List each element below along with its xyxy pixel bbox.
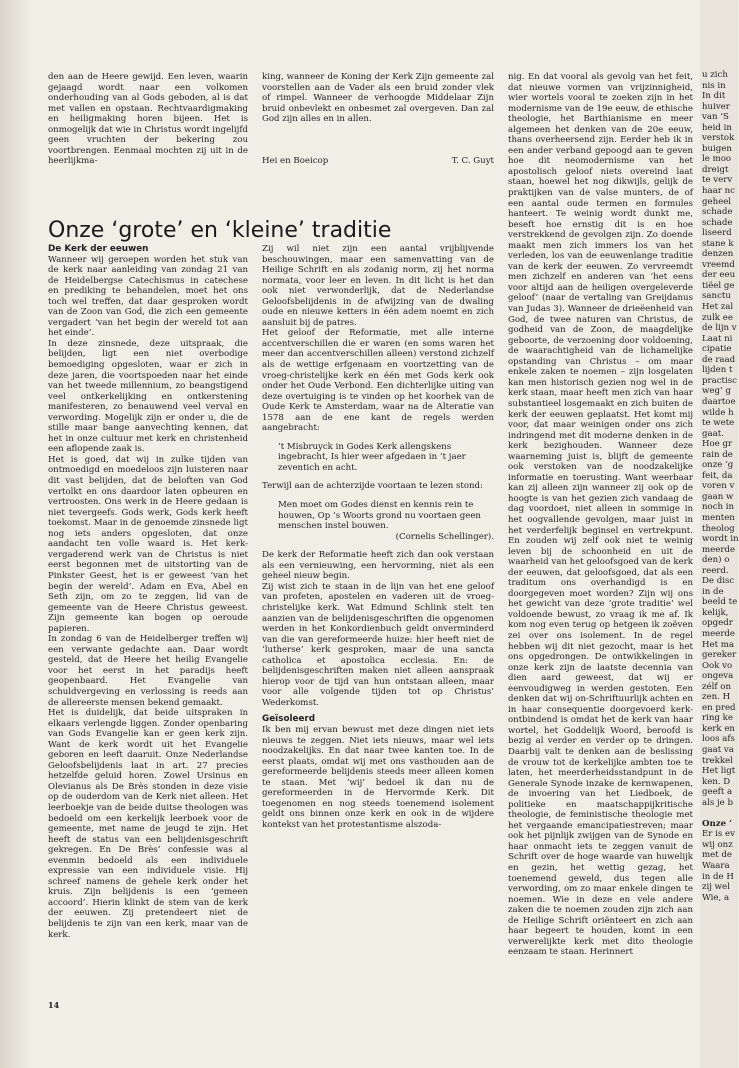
edge-fragment: Laat ni xyxy=(702,333,733,344)
edge-fragment: trekkel xyxy=(702,755,733,766)
edge-fragment: huiver xyxy=(702,101,730,112)
signature-author: T. C. Guyt xyxy=(451,156,494,166)
paragraph: nig. En dat vooral als gevolg van het feit, dat nieuwe vormen van vrijzinnigheid, wier wortels vooral te zoeken zijn in het modernisme van de 19e eeuw, de ethische theologie, het Barthianisme en meer algemeen het denken van de 20e eeuw, thans overheersend zijn. Eerder heb ik in een ander verband gepoogd aan te geven hoe dit neomodernisme van het apostolisch geloof niets overeind laat staan, hoewel het nog dikwijls, gelijk de praktijken van de valse munters, de of een aantal oude termen en formules hanteert. Te weinig wordt dunkt me, beseft hoe ernstig dit is en hoe verstrekkend de gevolgen zijn. Zo doende maakt men zich immers los van het verleden, los van de eeuwenlange traditie van de kerk der eeuwen. Zo vervreemdt men zichzelf en anderen van ‘het eens voor altijd aan de heiligen overgeleverde geloof’ (naar de vertaling van Greijdanus van Judas 3). Wanneer de drieëenheid van God, de twee naturen van Christus, de godheid van de Zoon, de maagdelijke geboorte, de verzoening door voldoening, de waarachtigheid van de lichamelijke opstanding van Christus – om maar enkele zaken te noemen – zijn losgelaten kan men historisch gezien nog wel in de kerk staan, maar heeft men zich van haar substantieel losgemaakt en zich buiten de kerk der eeuwen geplaatst. Het komt mij voor, dat maar weinigen onder ons zich indringend met dit moderne denken in de kerk bezighouden. Wanneer deze waarneming juist is, blijft de gemeente ook verstoken van de noodzakelijke informatie en toerusting. Want weerbaar kan zij alleen zijn wanneer zij ook op de hoogte is van het gezien zich vandaag de dag voordoet, niet alleen in sommige in het oogvallende gevolgen, maar juist in het verderfelijk beginsel en vertrekpunt. En zouden wij zelf ook niet te weinig leven bij de schoonheid en uit de waarheid van het geloofsgoed van de kerk der eeuwen, dat geloofsgoed, dat als een traditum ons overhandigd is en doorgegeven moet worden? Zijn wij ons het gewicht van deze ‘grote traditie’ wel voldoende bewust, zo vraag ik me af. Ik kom nog even terug op hetgeen ik zoëven zei over ons isolement. In de regel hebben wij dit niet gezocht, maar is het ons opgedrongen. De ontwikkelingen in onze kerk zijn de laatste decennia van dien aard geweest, dat wij er eenvoudigweg in werden gestoten. Een denken dat wij on-Schriftuurlijk achten en in haar consequentie doorgevoerd kerk-ontbindend is omdat het de kerk van haar wortel, het Goddelijk Woord, beroofd is bezig al verder en verder op te dringen. Daarbij valt te denken aan de beslissing de vrouw tot de kerkelijke ambten toe te laten, het meerderheidsstandpunt in de Generale Synode inzake de kernwapenen, de invoering van het Liedboek, de politieke en maatschappijkritische theologie, de feministische theologie met het vergaande emancipatiestreven; maar ook het pijnlijk zwijgen van de Synode en haar onmacht iets te zeggen vanuit de Schrift over de hoge waarde van huwelijk en gezin, het wettig gezag, het toenemend geweld, dus tegen alle verwording, om zo maar enkele dingen te noemen. Wie in deze en vele andere zaken die te noemen zouden zijn zich aan de Heilige Schrift oriënteert en zich aan haar begeert te houden, komt in een verwerelijkte kerk met dito theologie eenzaam te staan. Herinnert xyxy=(508,72,693,958)
edge-fragment: denzen xyxy=(702,249,734,260)
paragraph: Zij wist zich te staan in de lijn van het ene geloof van profeten, apostelen en vaderen uit de vroeg-christelijke kerk. Wat Edmund Schlink stelt ten aanzien van de belijdenisgeschriften die opgenomen werden in het Konkordienbuch geldt onverminderd van die van gereformeerde huize: hier heeft niet de ‘lutherse’ kerk gesproken, maar de una sancta catholica et apostolica ecclesia. En: de belijdenisgeschriften maken niet alleen aanspraak hierop voor de tijd van hun ontstaan alleen, maar voor alle volgende tijden tot op Christus’ Wederkomst. xyxy=(262,581,494,708)
edge-fragment: daartoe xyxy=(702,396,736,407)
edge-fragment: zen. H xyxy=(702,692,731,703)
edge-fragment: tiëel ge xyxy=(702,280,735,291)
page-gutter-shadow xyxy=(0,0,30,1068)
edge-fragment: opgedr xyxy=(702,618,733,629)
previous-article-text: den aan de Heere gewijd. Een leven, waarin gejaagd wordt naar een volkomen onderhouding van al Gods geboden, al is dat met vallen en opstaan. Rechtvaardigmaking en heiligmaking horen bijeen. Het is onmogelijk dat wie in Christus wordt ingelijfd geen vruchten der bekering zou voortbrengen. Eenmaal mochten zij uit in de heerlijkma- xyxy=(48,72,249,167)
edge-fragment: rain de xyxy=(702,449,733,460)
edge-fragment: beeld te xyxy=(702,597,738,608)
edge-fragment: In dit xyxy=(702,91,726,102)
edge-fragment: den) o xyxy=(702,555,730,566)
subheading: Geïsoleerd xyxy=(262,714,316,725)
edge-fragment: de raad xyxy=(702,354,736,365)
edge-fragment: feit, da xyxy=(702,470,733,481)
edge-fragment: lijden t xyxy=(702,365,733,376)
edge-fragment: Het ligt xyxy=(702,766,736,777)
previous-article-col2 xyxy=(262,72,494,152)
edge-fragment: Waara xyxy=(702,861,730,872)
edge-fragment: ring ke xyxy=(702,713,733,724)
edge-fragment: reerd. xyxy=(702,565,729,576)
edge-fragment: wordt in xyxy=(702,534,739,545)
edge-fragment: ongeva xyxy=(702,671,734,682)
edge-fragment: Onze ‘ xyxy=(702,818,733,829)
verse-text: Men moet om Godes dienst en kennis rein te houwen, Op ’s Woorts grond nu voortaen geen menschen instel bouwen. xyxy=(278,500,481,532)
edge-fragment: te verv xyxy=(702,175,733,186)
edge-fragment: Het zal xyxy=(702,302,734,313)
paragraph: Het is goed, dat wij in zulke tijden van ontmoedigd en moedeloos zijn luisteren naar dit vast belijden, dat de beloften van God vertolkt en ons daardoor laten opbeuren en vertroosten. Ons werk in de Heere gedaan is niet tevergeefs. Gods werk, Gods kerk heeft toekomst. Maar in de genoemde zinsnede ligt nog iets anders opgesloten, dat onze aandacht ten volle waard is. Het kerk-vergaderend werk van de Christus is niet eerst begonnen met de uitstorting van de Pinkster Geest, het is er geweest ‘van het begin der wereld’. Adam en Eva, Abel en Seth zijn, om zo te zeggen, lid van de gemeente van de Heere Christus geweest. Zijn gemeente kan bogen op oeroude papieren. xyxy=(48,454,248,634)
edge-fragment: kelijk, xyxy=(702,607,729,618)
signature-line xyxy=(262,156,494,166)
edge-fragment: geheel xyxy=(702,196,732,207)
edge-fragment: menten xyxy=(702,512,735,523)
edge-fragment: gaan w xyxy=(702,491,734,502)
edge-fragment: zélf on xyxy=(702,681,731,692)
edge-fragment: de lijn v xyxy=(702,323,737,334)
paragraph: Wanneer wij geroepen worden het stuk van de kerk naar aanleiding van zondag 21 van de Heidelbergse Catechismus in catechese en prediking te behandelen, moet het ons toch wel treffen, dat daar gesproken wordt van de Zoon van God, die zich een gemeente vergadert ‘van het begin der wereld tot aan het einde’. xyxy=(48,254,248,339)
paragraph: Het is duidelijk, dat beide uitspraken in elkaars verlengde liggen. Zonder openbaring van Gods Evangelie kan er geen kerk zijn. Want de kerk wordt uit het Evangelie geboren en leeft daaruit. Onze Nederlandse Geloofsbelijdenis laat in art. 27 precies hetzelfde geluid horen. Zowel Ursinus en Olevianus als De Brès stonden in deze visie op de ouderdom van de Kerk niet alleen. Het leerboekje van de beide duitse theologen was bedoeld om een kerkelijk leerboek voor de gemeente, met name de jeugd te zijn. Het heeft de status van een belijdenisgeschrift gekregen. En De Brès’ confessie was al evenmin bedoeld als een individuele expressie van een individuele visie. Hij schreef namens de gehele kerk onder het kruis. Zijn belijdenis is een ‘gemeen accoord’. Hierin klinkt de stem van de kerk der eeuwen. Zij pretendeert niet de belijdenis te zijn van een kerk, maar van de kerk. xyxy=(48,708,248,940)
edge-fragment: theolog xyxy=(702,523,735,534)
edge-fragment xyxy=(702,808,738,819)
edge-fragment: Ook vo xyxy=(702,660,733,671)
edge-fragment: nis in xyxy=(702,80,726,91)
edge-fragment: sanctu xyxy=(702,291,731,302)
edge-fragment: onze ‘g xyxy=(702,460,734,471)
edge-fragment: Hoe gr xyxy=(702,439,733,450)
edge-fragment: te wete xyxy=(702,418,735,429)
edge-fragment: noch in xyxy=(702,502,735,513)
edge-fragment: in de H xyxy=(702,871,734,882)
edge-fragment: als je b xyxy=(702,797,733,808)
edge-fragment: Er is ev xyxy=(702,829,735,840)
paragraph: Zij wil niet zijn een aantal vrijblijvende beschouwingen, maar een samenvatting van de Heilige Schrift en als zodanig norm, zij het norma normata, voor leer en leven. In dit licht is het dan ook niet verwonderlijk, dat de Nederlandse Geloofsbelijdenis in de afwijzing van de dwaling oude en nieuwe ketters in één adem noemt en zich aansluit bij de patres. xyxy=(262,244,494,328)
edge-fragment: kerk en xyxy=(702,723,735,734)
article-column-3 xyxy=(508,72,693,996)
subheading: De Kerk der eeuwen xyxy=(48,244,149,254)
previous-article-col1 xyxy=(48,72,249,167)
edge-fragment: schade xyxy=(702,217,733,228)
edge-fragment: meerde xyxy=(702,628,736,639)
edge-fragment: weg’ g xyxy=(702,386,731,397)
edge-fragment: van ‘S xyxy=(702,112,729,123)
signature-place: Hei en Boeicop xyxy=(262,156,329,166)
edge-fragment: zij wel xyxy=(702,882,730,893)
edge-fragment: Wie, a xyxy=(702,892,730,903)
edge-fragment: Het ma xyxy=(702,639,735,650)
paragraph: Terwijl aan de achterzijde voortaan te lezen stond: xyxy=(262,481,483,492)
edge-fragment: u zich xyxy=(702,70,728,80)
edge-fragment: buigen xyxy=(702,143,732,154)
article-column-2 xyxy=(262,244,494,996)
edge-fragment: der eeu xyxy=(702,270,736,281)
verse-quote xyxy=(278,500,494,542)
edge-fragment: De disc xyxy=(702,576,735,587)
edge-fragment: gereker xyxy=(702,650,737,661)
edge-fragment: met de xyxy=(702,850,733,861)
verse-quote: ’t Misbruyck in Godes Kerk allengskens ingebracht, Is hier weer afgedaen in ’t jaer zeventich en acht. xyxy=(278,441,466,473)
paragraph: In zondag 6 van de Heidelberger treffen wij een verwante gedachte aan. Daar wordt gesteld, dat de Heere het heilig Evangelie voor het eerst in het paradijs heeft geopenbaard. Het Evangelie van schuldvergeving en verlossing is reeds aan de allereerste mensen bekend gemaakt. xyxy=(48,634,248,708)
edge-fragment: cipatie xyxy=(702,344,732,355)
edge-fragment: ken. D xyxy=(702,776,731,787)
edge-fragment: voren v xyxy=(702,481,735,492)
article-column-1 xyxy=(48,244,248,996)
verse-citation: (Cornelis Schellinger). xyxy=(395,531,494,542)
edge-fragment: haar nc xyxy=(702,186,735,197)
edge-fragment: le moo xyxy=(702,154,732,165)
edge-fragment: en pred xyxy=(702,702,736,713)
edge-fragment: practisc xyxy=(702,375,737,386)
paragraph: Het geloof der Reformatie, met alle interne accentverschillen die er waren (en soms waren het meer dan accentverschillen alleen) verstond zichzelf als de wettige erfgenaam en voortzetting van de vroeg-christelijke kerk en één met Gods kerk ook onder het Oude Verbond. Een dichterlijke uiting van deze overtuiging is te vinden op het koorhek van de Oude Kerk te Amsterdam, waar na de Alteratie van 1578 aan de ene kant de regels werden aangebracht: xyxy=(262,328,494,434)
edge-fragment: meerde xyxy=(702,544,736,555)
edge-fragment: liseerd xyxy=(702,228,732,239)
paragraph: Ik ben mij ervan bewust met deze dingen niet iets nieuws te zeggen. Niet iets nieuws, maar wel iets noodzakelijks. En dat naar twee kanten toe. In de eerst plaats, omdat wij met ons vasthouden aan de gereformeerde belijdenis steeds meer alleen komen te staan. Met ‘wij’ bedoel ik dan nu de gereformeerden in de Hervormde Kerk. Dit toegenomen en nog steeds toenemend isolement geldt ons binnen onze kerk en ook in de wijdere kontekst van het protestantisme alszoda- xyxy=(262,724,494,830)
edge-fragment: gaat va xyxy=(702,745,734,755)
next-page-fragments xyxy=(702,70,738,903)
edge-fragment: in de xyxy=(702,586,724,597)
article-title: Onze ‘grote’ en ‘kleine’ traditie xyxy=(48,218,392,243)
edge-fragment: wilde h xyxy=(702,407,734,418)
paragraph: In deze zinsnede, deze uitspraak, die belijden, ligt een niet overbodige bemoediging opgesloten, waar er zich in deze jaren, die voortspoeden naar het einde van het tweede millennium, zo beangstigend veel ontkerkelijking en ontkerstening manifesteren, zo benauwend veel verval en verwording. Mogelijk zijn er onder u, die de stille maar bange aanvechting kennen, dat het in onze cultuur met kerk en christenheid een aflopende zaak is. xyxy=(48,338,248,455)
edge-fragment: gaat. xyxy=(702,428,724,439)
edge-fragment: dreigt xyxy=(702,164,729,175)
edge-fragment: heid in xyxy=(702,122,732,133)
edge-fragment: schade xyxy=(702,207,733,218)
previous-article-text: king, wanneer de Koning der Kerk Zijn gemeente zal voorstellen aan de Vader als een bruid zonder vlek of rimpel. Wanneer de verhoogde Middelaar Zijn bruid onbevlekt en onbesmet zal overgeven. Dan zal God zijn alles en in allen. xyxy=(262,72,494,125)
paragraph: De kerk der Reformatie heeft zich dan ook verstaan als een vernieuwing, een hervorming, niet als een geheel nieuw begin. xyxy=(262,550,494,582)
edge-fragment: loos afs xyxy=(702,734,735,745)
edge-fragment: stane k xyxy=(702,238,734,249)
edge-fragment: zulk ee xyxy=(702,312,733,323)
edge-fragment: vreemd xyxy=(702,259,735,270)
edge-fragment: verstok xyxy=(702,133,735,144)
edge-fragment: wij onz xyxy=(702,839,733,850)
edge-fragment: geeft a xyxy=(702,787,733,798)
page-number: 14 xyxy=(48,1000,60,1010)
